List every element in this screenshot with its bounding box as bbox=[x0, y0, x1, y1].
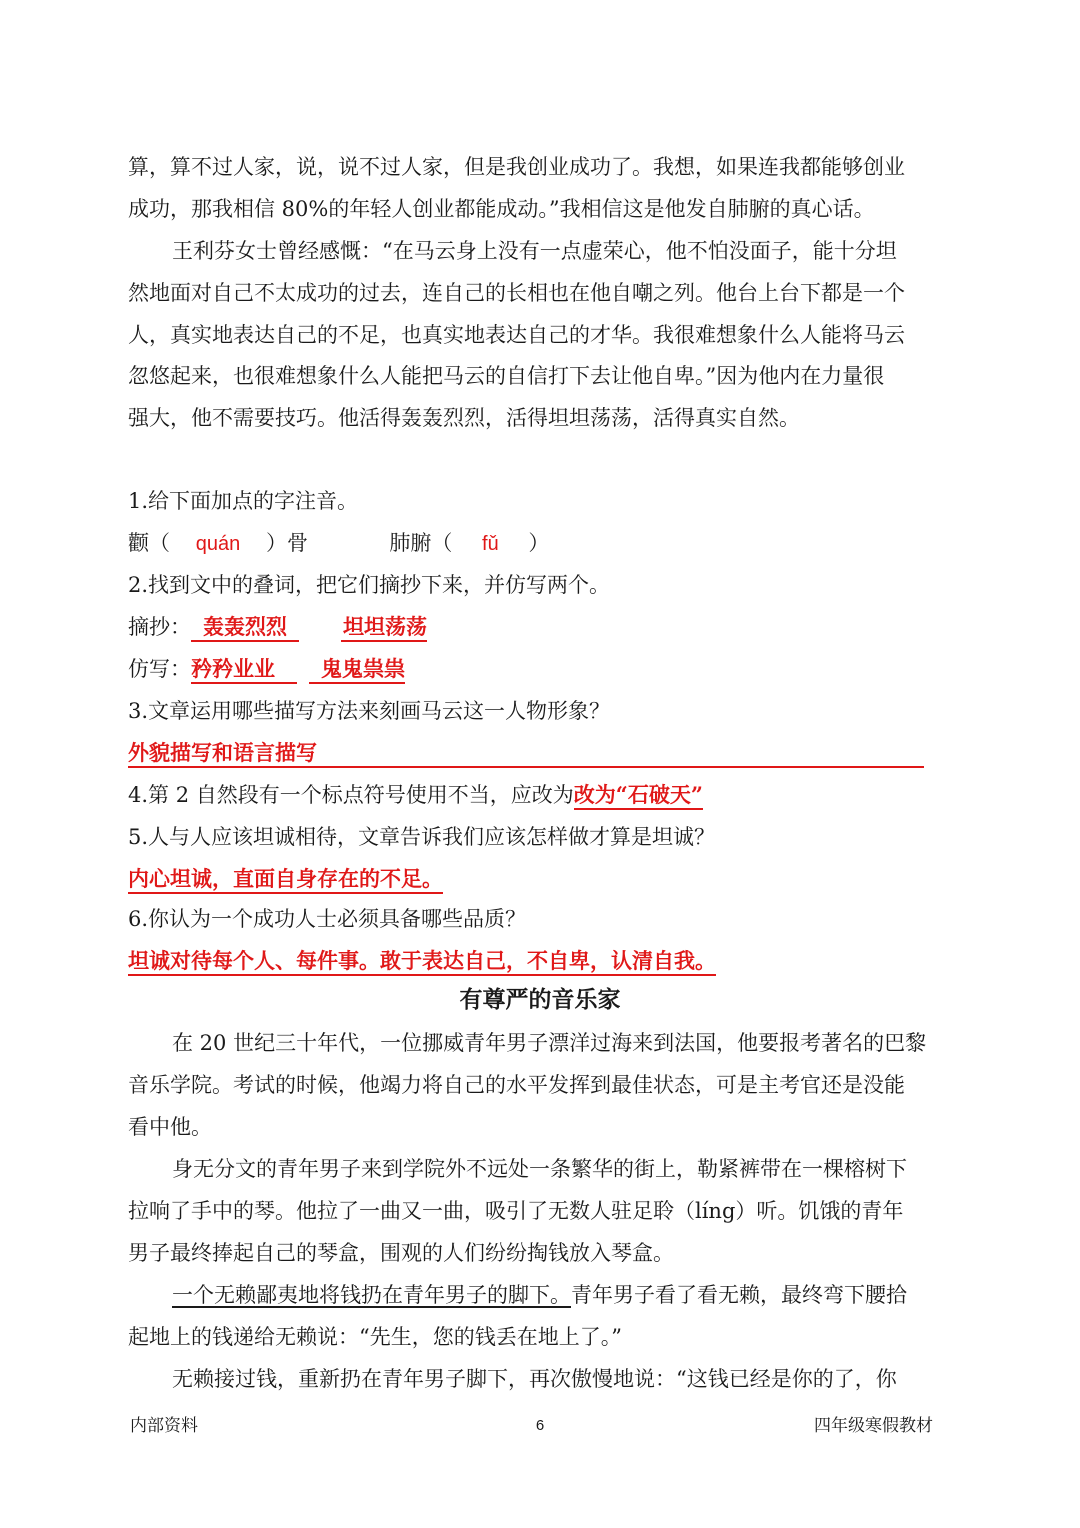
q1-item1-answer: quán bbox=[195, 533, 241, 555]
footer-right: 四年级寒假教材 bbox=[814, 1416, 933, 1436]
passage-line: 算，算不过人家，说，说不过人家，但是我创业成功了。我想，如果连我都能够创业 bbox=[128, 155, 905, 179]
page-number: 6 bbox=[535, 1417, 545, 1434]
question-2-imitate bbox=[128, 654, 405, 684]
passage-line: 起地上的钱递给无赖说：“先生，您的钱丢在地上了。” bbox=[128, 1325, 622, 1349]
q5-answer: 内心坦诚，直面自身存在的不足。 bbox=[128, 866, 443, 894]
q2-imitate-label: 仿写： bbox=[128, 657, 191, 681]
passage-line: 音乐学院。考试的时候，他竭力将自己的水平发挥到最佳状态，可是主考官还是没能 bbox=[128, 1073, 905, 1097]
question-1-answers bbox=[128, 528, 549, 558]
question-3-prompt: 3.文章运用哪些描写方法来刻画马云这一人物形象？ bbox=[128, 699, 611, 723]
question-6-answer-line bbox=[128, 946, 716, 976]
passage-line: 然地面对自己不太成功的过去，连自己的长相也在他自嘲之列。他台上台下都是一个 bbox=[128, 281, 905, 305]
passage-line bbox=[150, 1280, 907, 1310]
passage-2-title: 有尊严的音乐家 bbox=[459, 986, 621, 1013]
underlined-sentence: 一个无赖鄙夷地将钱扔在青年男子的脚下。 bbox=[172, 1283, 571, 1307]
passage-line: 人，真实地表达自己的不足，也真实地表达自己的才华。我很难想象什么人能将马云 bbox=[128, 323, 905, 347]
question-6-prompt: 6.你认为一个成功人士必须具备哪些品质？ bbox=[128, 907, 527, 931]
q2-imitate-answer-2: 鬼鬼祟祟 bbox=[309, 656, 405, 684]
passage-line: 成功，那我相信 80%的年轻人创业都能成动。”我相信这是他发自肺腑的真心话。 bbox=[128, 197, 875, 221]
q1-item2-char: 肺腑（ bbox=[389, 531, 453, 555]
q1-item2-close: ） bbox=[528, 531, 550, 555]
passage-line: 无赖接过钱，重新扔在青年男子脚下，再次傲慢地说：“这钱已经是你的了，你 bbox=[172, 1367, 897, 1391]
question-2-prompt: 2.找到文中的叠词，把它们摘抄下来，并仿写两个。 bbox=[128, 573, 611, 597]
q2-copy-answer-2: 坦坦荡荡 bbox=[341, 614, 427, 642]
passage-line: 在 20 世纪三十年代，一位挪威青年男子漂洋过海来到法国，他要报考著名的巴黎 bbox=[172, 1031, 927, 1055]
question-3-answer-line bbox=[128, 738, 924, 768]
passage-line: 强大，他不需要技巧。他活得轰轰烈烈，活得坦坦荡荡，活得真实自然。 bbox=[128, 406, 800, 430]
question-2-copy bbox=[128, 612, 427, 642]
q6-answer: 坦诚对待每个人、每件事。敢于表达自己，不自卑，认清自我。 bbox=[128, 948, 716, 976]
question-1-prompt: 1.给下面加点的字注音。 bbox=[128, 489, 359, 513]
passage-line: 拉响了手中的琴。他拉了一曲又一曲，吸引了无数人驻足聆（líng）听。饥饿的青年 bbox=[128, 1199, 904, 1223]
passage-line: 王利芬女士曾经感慨：“在马云身上没有一点虚荣心，他不怕没面子，能十分坦 bbox=[172, 239, 897, 263]
q4-prompt: 4.第 2 自然段有一个标点符号使用不当，应改为 bbox=[128, 783, 574, 807]
q2-copy-answer-1: 轰轰烈烈 bbox=[191, 614, 299, 642]
q3-answer: 外貌描写和语言描写 bbox=[128, 740, 924, 768]
q2-imitate-answer-1: 矜矜业业 bbox=[191, 656, 297, 684]
q1-item1-close: ）骨 bbox=[266, 531, 308, 555]
q4-answer: 改为“石破天” bbox=[574, 782, 703, 810]
passage-line: 看中他。 bbox=[128, 1115, 212, 1139]
passage-line: 男子最终捧起自己的琴盒，围观的人们纷纷掏钱放入琴盒。 bbox=[128, 1241, 674, 1265]
passage-line-rest: 青年男子看了看无赖，最终弯下腰拾 bbox=[571, 1283, 907, 1307]
question-5-answer-line bbox=[128, 864, 443, 894]
footer-left: 内部资料 bbox=[130, 1416, 198, 1436]
question-4 bbox=[128, 780, 703, 810]
passage-line: 身无分文的青年男子来到学院外不远处一条繁华的街上，勒紧裤带在一棵榕树下 bbox=[172, 1157, 907, 1181]
passage-line: 忽悠起来，也很难想象什么人能把马云的自信打下去让他自卑。”因为他内在力量很 bbox=[128, 364, 885, 388]
q1-item1-char: 颧（ bbox=[128, 531, 170, 555]
q1-item2-answer: fǔ bbox=[482, 533, 499, 555]
q2-copy-label: 摘抄： bbox=[128, 615, 191, 639]
question-5-prompt: 5.人与人应该坦诚相待，文章告诉我们应该怎样做才算是坦诚？ bbox=[128, 825, 716, 849]
